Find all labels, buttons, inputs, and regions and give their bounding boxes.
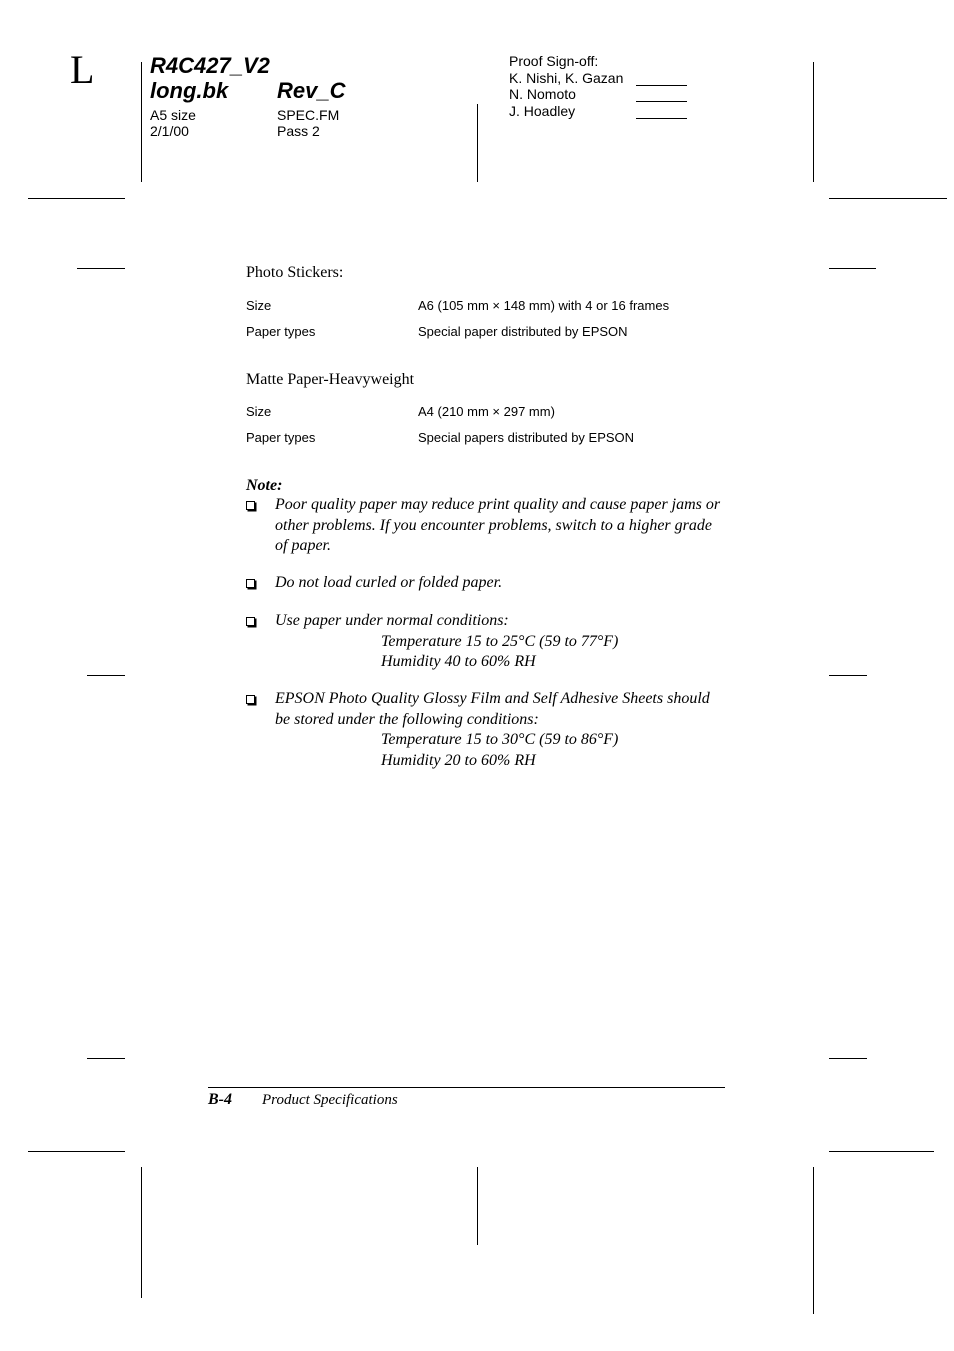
checkbox-bullet-icon [246,617,255,626]
spec-value: A4 (210 mm × 297 mm) [418,404,555,419]
spec-label: Size [246,404,272,419]
book-name: long.bk [150,78,229,103]
spec-value: A6 (105 mm × 148 mm) with 4 or 16 frames [418,298,670,313]
condition-temperature: Temperature 15 to 30°C (59 to 86°F) [381,731,619,748]
condition-temperature: Temperature 15 to 25°C (59 to 77°F) [381,632,619,650]
page-number: B-4 [208,1091,232,1108]
note-item-text: Use paper under normal conditions: [275,612,509,629]
doc-date: 2/1/00 [150,123,189,139]
note-item-text: Do not load curled or folded paper. [275,574,503,591]
note-item [275,611,727,673]
spec-value: Special paper distributed by EPSON [418,324,628,339]
signature-line [636,118,687,119]
note-item [275,495,727,557]
spec-value: Special papers distributed by EPSON [418,430,635,445]
section-title: Photo Stickers: [246,264,344,281]
signer-1: K. Nishi, K. Gazan [509,70,624,86]
checkbox-bullet-icon [246,695,255,704]
note-item [275,689,727,771]
signer-2: N. Nomoto [509,86,576,102]
spec-label: Paper types [246,324,316,339]
condition-humidity: Humidity 20 to 60% RH [381,751,536,769]
checkbox-bullet-icon [246,501,255,510]
note-item-text: Poor quality paper may reduce print quality and cause paper jams or other problems. If you encounter problems, switch to a higher grade of paper. [275,496,721,554]
doc-id: R4C427_V2 [150,53,270,78]
proof-signoff-title: Proof Sign-off: [509,53,599,69]
checkbox-bullet-icon [246,579,255,588]
revision: Rev_C [277,78,346,103]
footer-rule [208,1087,725,1088]
note-title: Note: [246,477,283,494]
condition-humidity: Humidity 40 to 60% RH [381,653,536,670]
signer-3: J. Hoadley [509,103,576,119]
section-title: Matte Paper-Heavyweight [246,371,415,388]
spec-label: Size [246,298,272,313]
spec-label: Paper types [246,430,316,445]
signature-line [636,85,687,86]
note-item [275,573,727,594]
signature-line [636,101,687,102]
corner-letter: L [70,47,95,92]
chapter-title: Product Specifications [262,1092,398,1108]
pass-number: Pass 2 [277,123,320,139]
note-item-text: EPSON Photo Quality Glossy Film and Self Adhesive Sheets should be stored under the following conditions: [275,690,710,728]
paper-size: A5 size [150,107,196,123]
file-name: SPEC.FM [277,107,340,123]
